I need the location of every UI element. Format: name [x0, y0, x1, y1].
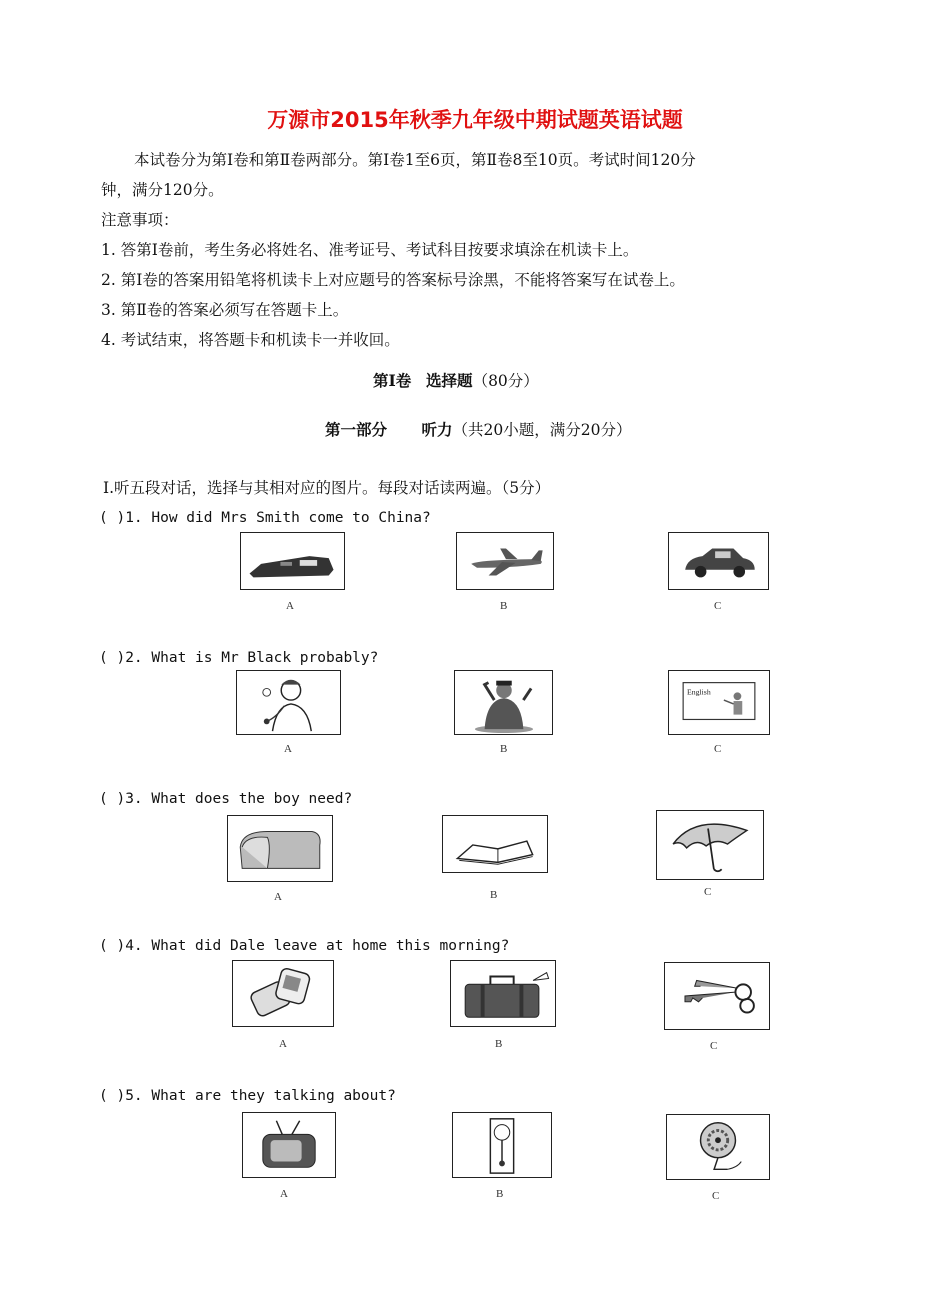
policeman-icon[interactable] [454, 670, 553, 735]
umbrella-icon[interactable] [656, 810, 764, 880]
question-2 [99, 650, 378, 666]
bread-icon[interactable] [227, 815, 333, 882]
page-title: 万源市2015年秋季九年级中期试题英语试题 [267, 108, 683, 132]
option-label: B [490, 889, 498, 901]
airplane-icon[interactable] [456, 532, 554, 590]
question-4 [99, 938, 509, 954]
part-detail: （共20小题，满分20分） [452, 421, 632, 439]
option-label: B [495, 1038, 503, 1050]
question-text: 5. What are they talking about? [125, 1088, 396, 1104]
board-text: English [687, 687, 711, 697]
question-3 [99, 791, 352, 807]
option-label: C [712, 1190, 720, 1202]
tv-icon[interactable] [242, 1112, 336, 1178]
answer-bracket[interactable]: ( ) [99, 791, 126, 807]
notice-item-4: 4. 考试结束，将答题卡和机读卡一并收回。 [101, 331, 400, 349]
question-text: 3. What does the boy need? [125, 791, 353, 807]
volume-label: 第Ⅰ卷 [373, 371, 412, 390]
volume-score: （80分） [472, 372, 539, 390]
notice-item-1: 1. 答第Ⅰ卷前，考生务必将姓名、准考证号、考试科目按要求填涂在机读卡上。 [101, 241, 639, 259]
option-label: B [500, 600, 508, 612]
answer-bracket[interactable]: ( ) [99, 510, 126, 526]
answer-bracket[interactable]: ( ) [99, 1088, 126, 1104]
option-label: A [284, 743, 292, 755]
doctor-icon[interactable] [236, 670, 341, 735]
part-label: 第一部分 [325, 420, 388, 439]
intro-line-2: 钟，满分120分。 [101, 181, 224, 199]
question-text: 4. What did Dale leave at home this morning? [125, 938, 510, 954]
intro-line-1: 本试卷分为第Ⅰ卷和第Ⅱ卷两部分。第Ⅰ卷1至6页，第Ⅱ卷8至10页。考试时间120分 [134, 151, 696, 169]
answer-bracket[interactable]: ( ) [99, 938, 126, 954]
option-label: A [279, 1038, 287, 1050]
teacher-icon[interactable] [668, 670, 770, 735]
section-instruction: Ⅰ.听五段对话，选择与其相对应的图片。每段对话读两遍。（5分） [103, 479, 551, 497]
train-icon[interactable] [240, 532, 345, 590]
question-text: 2. What is Mr Black probably? [125, 650, 379, 666]
notice-item-3: 3. 第Ⅱ卷的答案必须写在答题卡上。 [101, 301, 349, 319]
question-text: 1. How did Mrs Smith come to China? [125, 510, 431, 526]
option-label: C [704, 886, 712, 898]
volume-heading [373, 369, 539, 391]
question-1 [99, 510, 431, 526]
volume-name: 选择题 [426, 371, 473, 390]
part-name: 听力 [421, 420, 453, 439]
bag-icon[interactable] [450, 960, 556, 1027]
fan-icon[interactable] [666, 1114, 770, 1180]
car-icon[interactable] [668, 532, 769, 590]
question-5 [99, 1088, 396, 1104]
mobile-phone-icon[interactable] [232, 960, 334, 1027]
notice-heading: 注意事项： [101, 211, 179, 229]
option-label: A [280, 1188, 288, 1200]
notice-item-2: 2. 第Ⅰ卷的答案用铅笔将机读卡上对应题号的答案标号涂黑，不能将答案写在试卷上。 [101, 271, 685, 289]
option-label: B [500, 743, 508, 755]
clock-icon[interactable] [452, 1112, 552, 1178]
option-label: C [714, 743, 722, 755]
option-label: C [710, 1040, 718, 1052]
option-label: A [274, 891, 282, 903]
option-label: C [714, 600, 722, 612]
book-icon[interactable] [442, 815, 548, 873]
answer-bracket[interactable]: ( ) [99, 650, 126, 666]
option-label: A [286, 600, 294, 612]
option-label: B [496, 1188, 504, 1200]
part-heading [325, 418, 631, 440]
keys-icon[interactable] [664, 962, 770, 1030]
